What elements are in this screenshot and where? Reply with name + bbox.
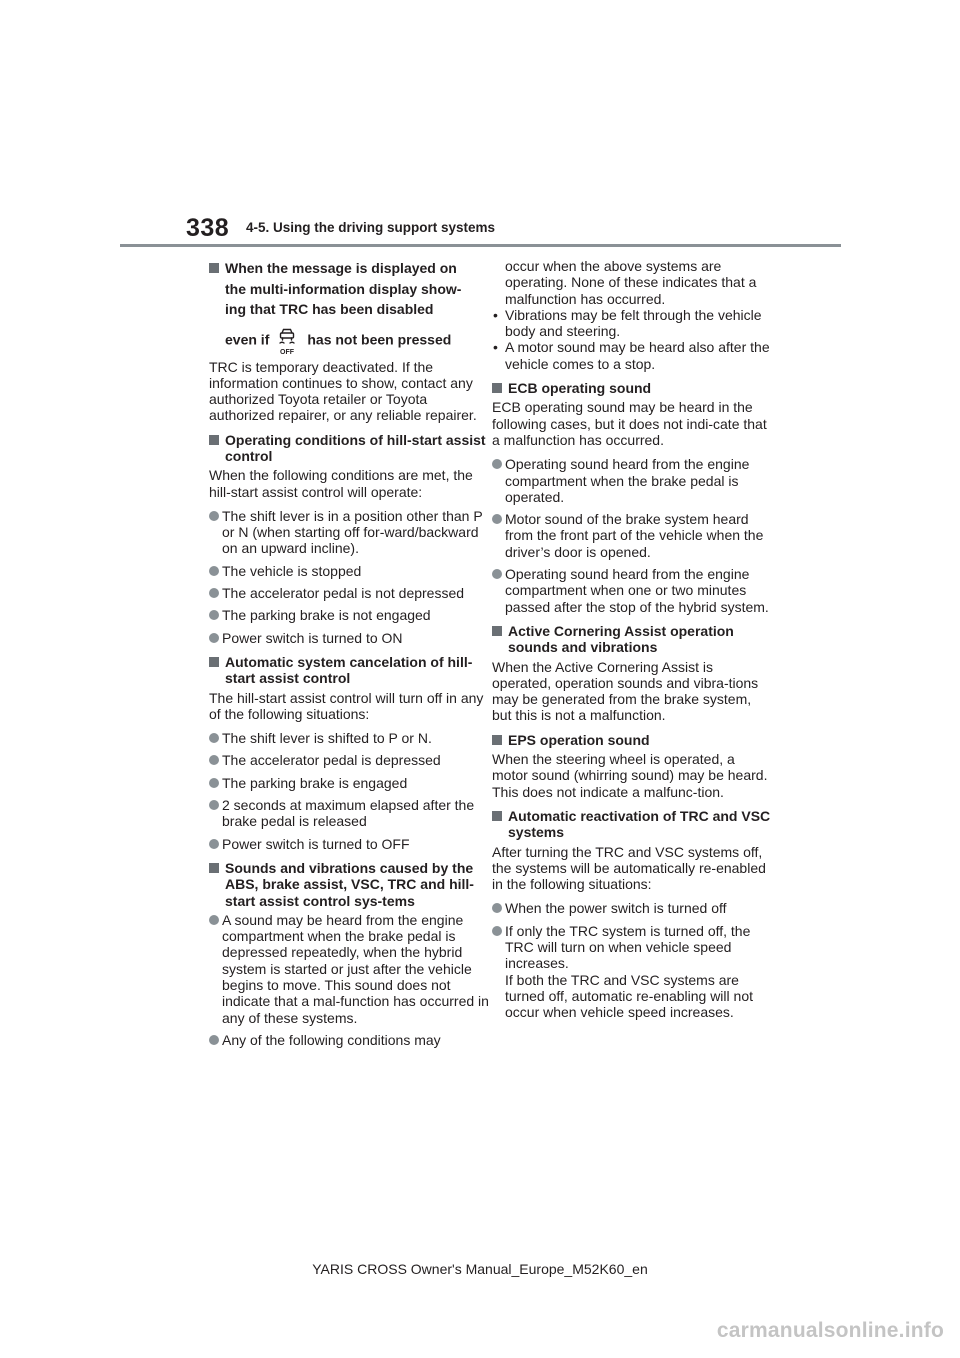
subheading-line: the multi-information display show- xyxy=(225,280,462,297)
list-item-text: If both the TRC and VSC systems are turned off, automatic re-enabling will not occur when vehicle speed increases. xyxy=(505,971,753,1021)
subheading-line: When the message is displayed on xyxy=(225,260,457,276)
section-title: 4-5. Using the driving support systems xyxy=(246,220,496,235)
continued-text: occur when the above systems are operating. None of these indicates that a malfunction has occurred. xyxy=(505,258,757,307)
list-item: Operating sound heard from the engine compartment when the brake pedal is operated. xyxy=(492,456,774,505)
list-item-text: If only the TRC system is turned off, the TRC will turn on when vehicle speed increases. xyxy=(505,922,751,972)
list-item: The vehicle is stopped xyxy=(209,563,491,579)
paragraph: The hill-start assist control will turn off in any of the following situations: xyxy=(209,689,484,722)
left-column xyxy=(209,258,491,1054)
list-item: The accelerator pedal is depressed xyxy=(209,752,491,768)
list-item: Any of the following conditions may xyxy=(209,1032,491,1048)
list-item: The parking brake is not engaged xyxy=(209,607,491,623)
right-column xyxy=(492,258,774,1026)
list-item: Power switch is turned to OFF xyxy=(209,836,491,852)
subheading-auto-reactivation: Automatic reactivation of TRC and VSC systems xyxy=(492,808,774,841)
paragraph: When the following conditions are met, the hill-start assist control will operate: xyxy=(209,467,473,500)
paragraph: ECB operating sound may be heard in the following cases, but it does not indi-cate that a malfunction has occurred. xyxy=(492,399,767,448)
list-item: A sound may be heard from the engine compartment when the brake pedal is depressed repeatedly, when the hybrid system is started or just after the vehicle begins to move. This sound does not indicate that a mal-function has occurred in any of these systems. xyxy=(209,912,491,1026)
dash-item: • A motor sound may be heard also after the vehicle comes to a stop. xyxy=(492,339,774,372)
watermark: carmanualsonline.info xyxy=(716,1319,944,1342)
page-number: 338 xyxy=(186,214,230,242)
list-item: When the power switch is turned off xyxy=(492,900,774,916)
paragraph: After turning the TRC and VSC systems off, the systems will be automatically re-enabled in the following situations: xyxy=(492,843,766,893)
header-rule xyxy=(120,244,841,247)
paragraph: When the steering wheel is operated, a motor sound (whirring sound) may be heard. This does not indicate a malfunc-tion. xyxy=(492,751,768,800)
paragraph: TRC is temporary deactivated. If the information continues to show, contact any authorized Toyota retailer or Toyota authorized repairer, or any reliable repairer. xyxy=(209,358,477,424)
paragraph: When the Active Cornering Assist is operated, operation sounds and vibra-tions may be generated from the brake system, but this is not a malfunction. xyxy=(492,658,759,724)
subheading-ecb-sound: ECB operating sound xyxy=(492,380,774,396)
list-item xyxy=(492,923,774,1021)
subheading-line: ing that TRC has been disabled xyxy=(225,301,434,317)
footer-manual-id: YARIS CROSS Owner's Manual_Europe_M52K60_en xyxy=(312,1261,648,1277)
list-item: Operating sound heard from the engine compartment when one or two minutes passed after the stop of the hybrid system. xyxy=(492,566,774,615)
subheading-active-cornering: Active Cornering Assist operation sounds and vibrations xyxy=(492,623,774,656)
svg-text:OFF: OFF xyxy=(280,348,295,356)
list-item: The accelerator pedal is not depressed xyxy=(209,585,491,601)
list-item: The parking brake is engaged xyxy=(209,775,491,791)
subheading-trc-message xyxy=(209,258,491,356)
subheading-hill-start-conditions: Operating conditions of hill-start assist control xyxy=(209,432,491,465)
subheading-line: even if xyxy=(225,331,270,348)
list-item: Motor sound of the brake system heard from the front part of the vehicle when the driver’s door is opened. xyxy=(492,511,774,560)
list-item: Power switch is turned to ON xyxy=(209,630,491,646)
subheading-sounds-vibrations: Sounds and vibrations caused by the ABS, brake assist, VSC, TRC and hill-start assist control sys-tems xyxy=(209,860,491,909)
list-item: The shift lever is in a position other than P or N (when starting off for-ward/backward on an upward incline). xyxy=(209,508,491,557)
vsc-off-switch-icon xyxy=(275,326,299,356)
subheading-hill-start-cancelation: Automatic system cancelation of hill-start assist control xyxy=(209,654,491,687)
subheading-line: has not been pressed xyxy=(307,331,452,348)
list-item: The shift lever is shifted to P or N. xyxy=(209,730,491,746)
list-item: 2 seconds at maximum elapsed after the brake pedal is released xyxy=(209,797,491,830)
subheading-eps-sound: EPS operation sound xyxy=(492,732,774,748)
dash-item: • Vibrations may be felt through the vehicle body and steering. xyxy=(492,307,774,340)
